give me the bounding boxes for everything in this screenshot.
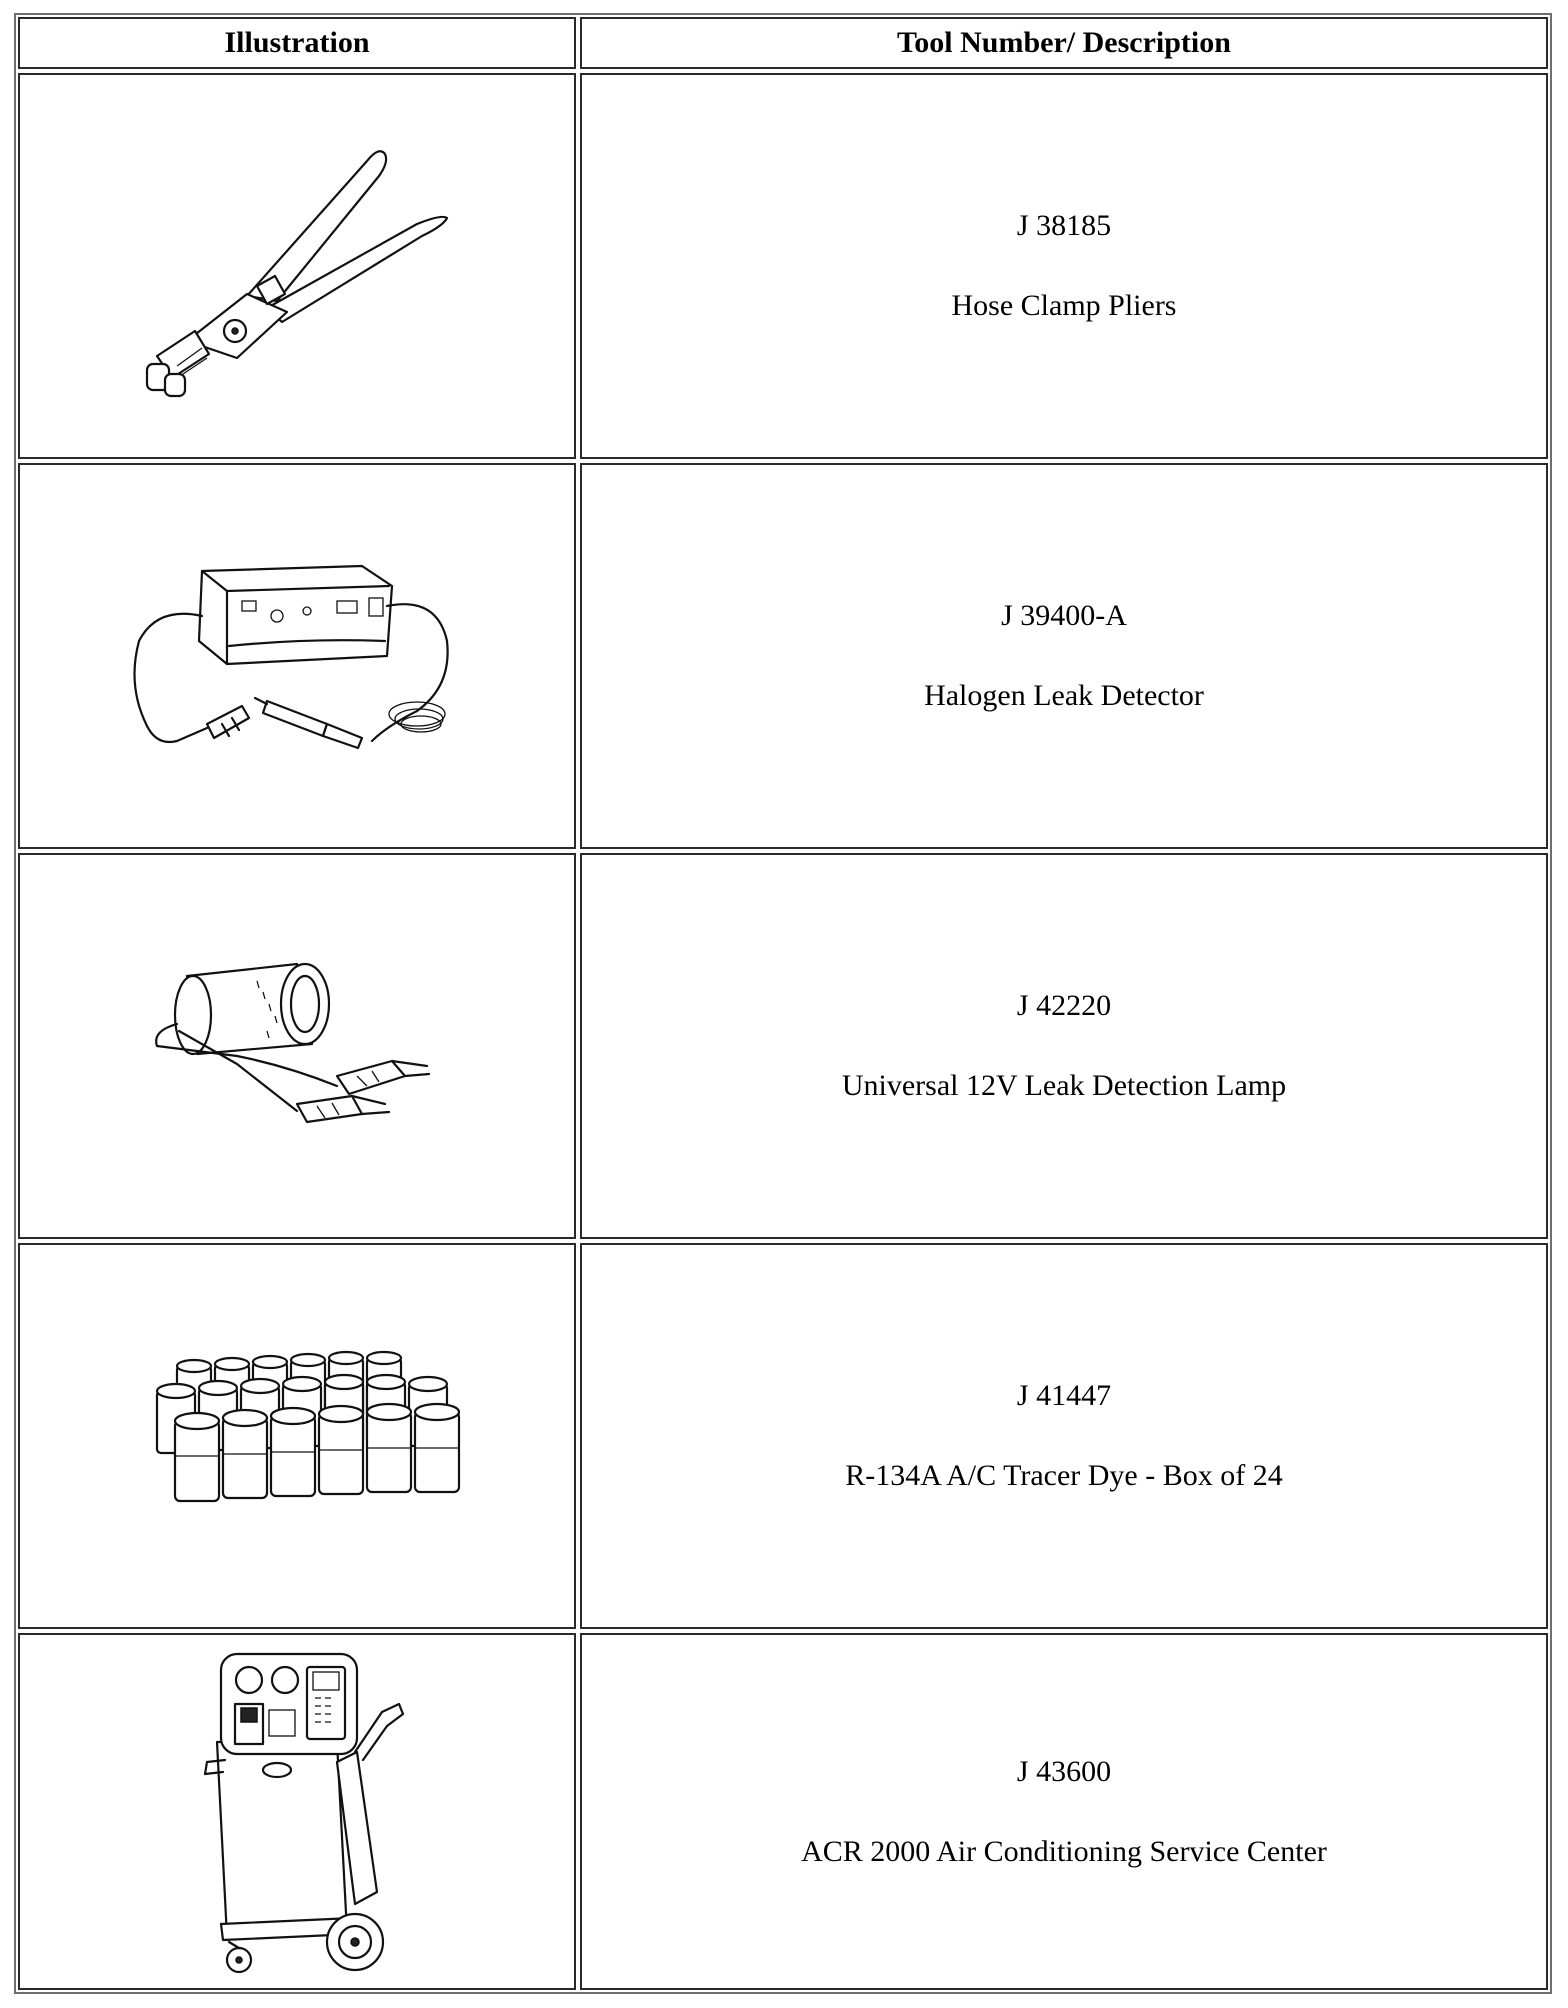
tool-name: Hose Clamp Pliers xyxy=(951,289,1177,322)
tool-number: J 38185 xyxy=(1016,209,1112,242)
tracer-dye-bottles-icon xyxy=(117,1336,477,1536)
table-row-1-description xyxy=(580,73,1548,459)
table-row-4-illustration xyxy=(18,1243,576,1629)
tool-name: R-134A A/C Tracer Dye - Box of 24 xyxy=(845,1459,1283,1492)
table-row-3-description xyxy=(580,853,1548,1239)
table-row-1-illustration xyxy=(18,73,576,459)
table-row-5-illustration xyxy=(18,1633,576,1990)
tool-name: Halogen Leak Detector xyxy=(924,679,1204,712)
hose-clamp-pliers-icon xyxy=(117,126,477,406)
tool-number: J 43600 xyxy=(1016,1754,1112,1788)
tool-name: ACR 2000 Air Conditioning Service Center xyxy=(801,1834,1327,1868)
tool-number: J 41447 xyxy=(1016,1379,1112,1412)
table-row-2-description xyxy=(580,463,1548,849)
table-row-3-illustration xyxy=(18,853,576,1239)
halogen-leak-detector-icon xyxy=(117,546,477,766)
leak-detection-lamp-icon xyxy=(117,936,477,1156)
tool-number: J 39400-A xyxy=(1001,599,1127,632)
ac-service-center-icon xyxy=(177,1642,417,1982)
table-row-5-description xyxy=(580,1633,1548,1990)
header-illustration: Illustration xyxy=(18,17,576,69)
header-description: Tool Number/ Description xyxy=(580,17,1548,69)
tool-table xyxy=(14,13,1552,1994)
tool-name: Universal 12V Leak Detection Lamp xyxy=(841,1069,1287,1102)
table-row-2-illustration xyxy=(18,463,576,849)
tool-number: J 42220 xyxy=(1016,989,1112,1022)
table-row-4-description xyxy=(580,1243,1548,1629)
